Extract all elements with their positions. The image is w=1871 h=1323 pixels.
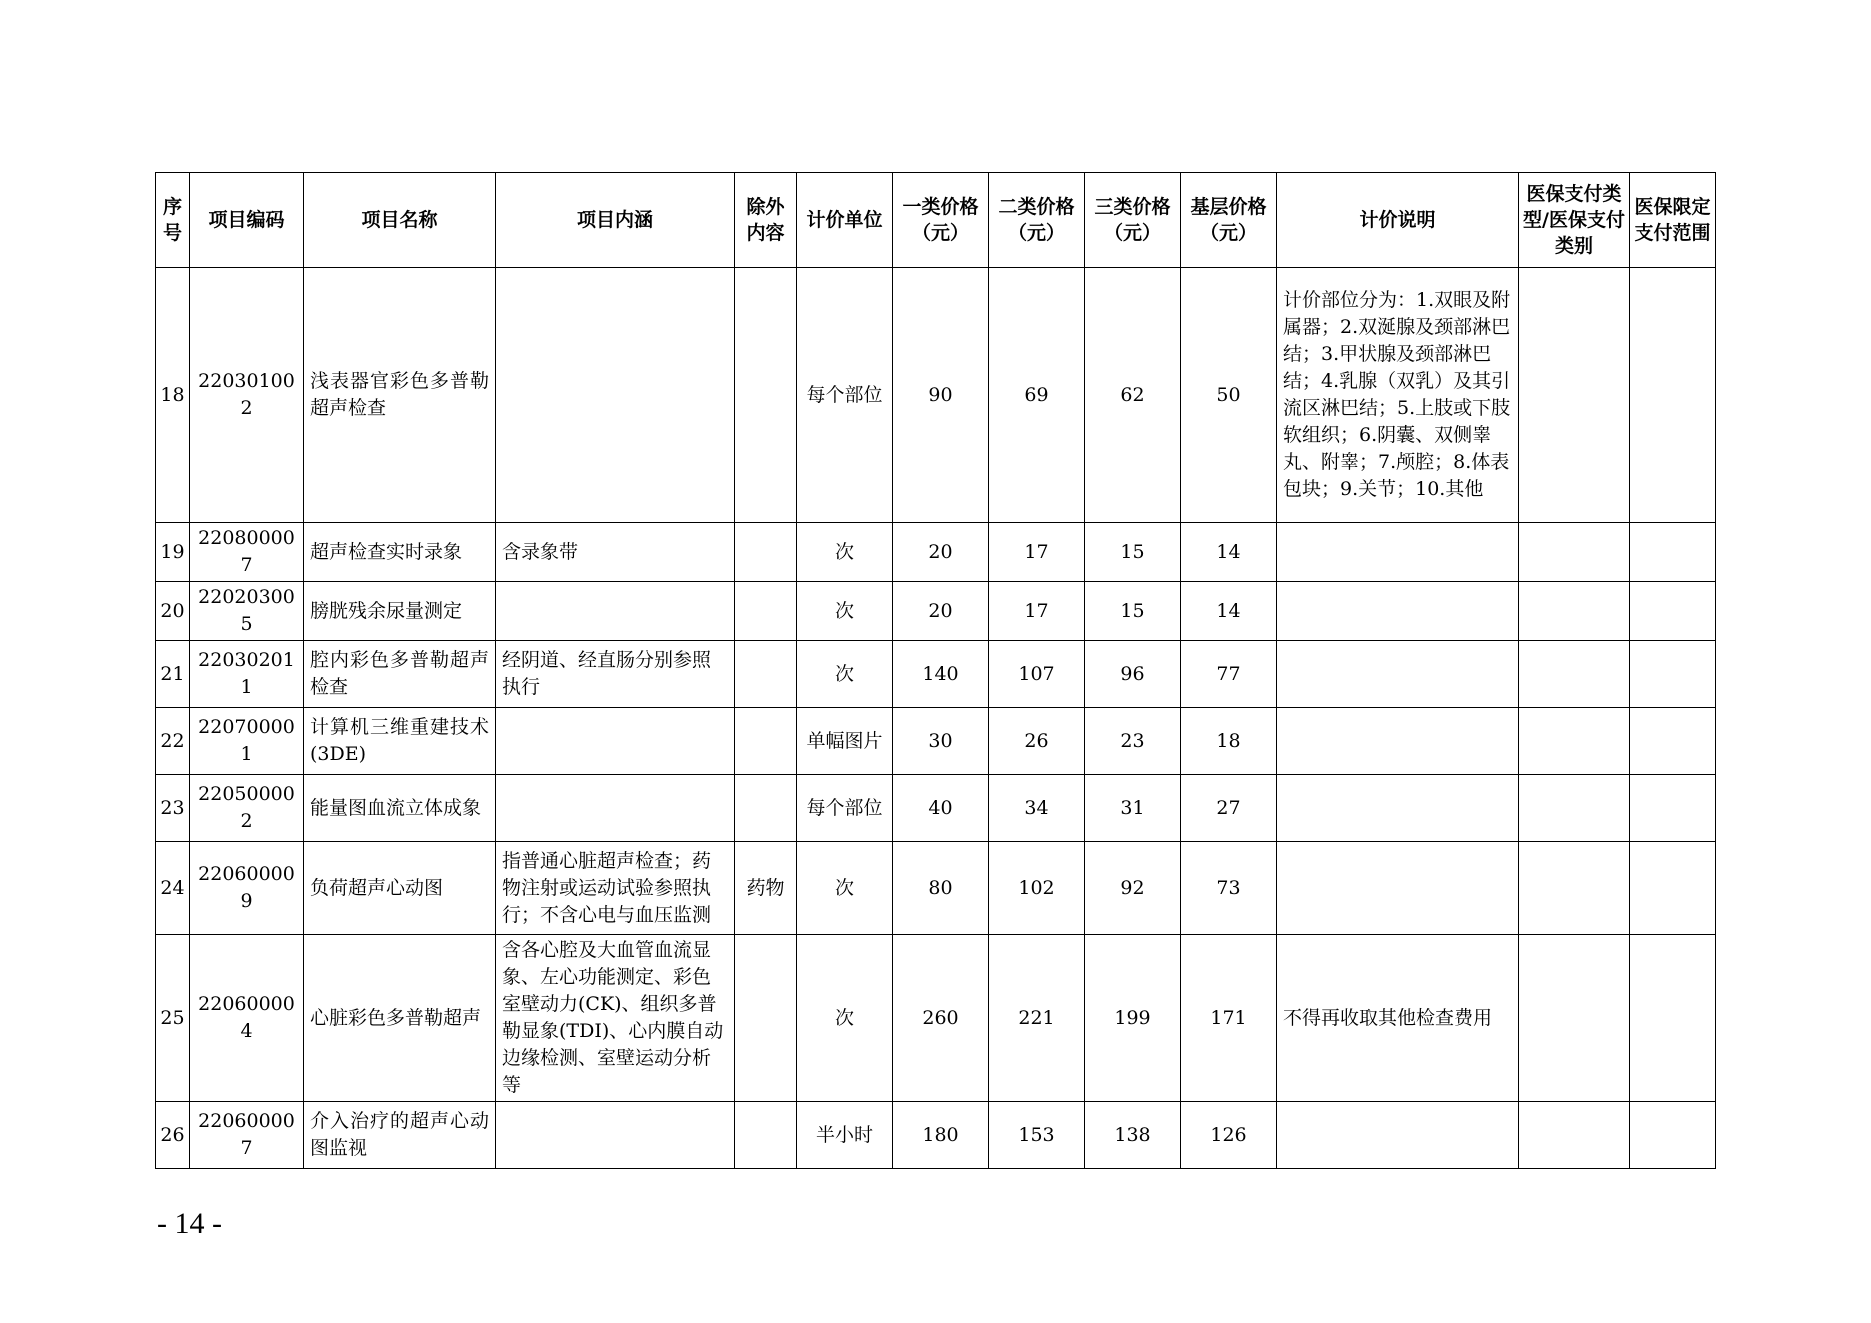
cell-content [496,582,735,641]
header-price-base: 基层价格（元） [1181,173,1277,268]
cell-unit: 每个部位 [797,268,893,523]
cell-exclude [735,1102,797,1169]
cell-no: 24 [156,842,190,935]
cell-exclude [735,641,797,708]
cell-insurance-type [1519,775,1630,842]
table-row [156,842,1716,935]
cell-price1: 260 [893,935,989,1102]
cell-insurance-scope [1630,775,1716,842]
cell-insurance-type [1519,842,1630,935]
cell-price2: 153 [989,1102,1085,1169]
header-price3: 三类价格（元） [1085,173,1181,268]
price-table [155,172,1716,1169]
header-content: 项目内涵 [496,173,735,268]
cell-price3: 31 [1085,775,1181,842]
header-unit: 计价单位 [797,173,893,268]
cell-unit: 次 [797,641,893,708]
cell-insurance-scope [1630,842,1716,935]
cell-code: 220500002 [190,775,304,842]
cell-note [1277,582,1519,641]
table-row [156,708,1716,775]
table-row [156,775,1716,842]
table-row [156,268,1716,523]
cell-note [1277,523,1519,582]
page-number: - 14 - [157,1207,222,1240]
cell-price3: 15 [1085,582,1181,641]
header-insurance-type: 医保支付类型/医保支付类别 [1519,173,1630,268]
cell-content [496,1102,735,1169]
cell-content [496,708,735,775]
cell-code: 220600007 [190,1102,304,1169]
cell-unit: 半小时 [797,1102,893,1169]
cell-price3: 96 [1085,641,1181,708]
table-row [156,935,1716,1102]
cell-price3: 23 [1085,708,1181,775]
header-name: 项目名称 [304,173,496,268]
cell-exclude [735,523,797,582]
cell-price2: 17 [989,523,1085,582]
table-row [156,582,1716,641]
cell-name: 腔内彩色多普勒超声检查 [304,641,496,708]
table-body [156,268,1716,1169]
cell-no: 23 [156,775,190,842]
table-row [156,641,1716,708]
header-no: 序号 [156,173,190,268]
cell-code: 220600004 [190,935,304,1102]
header-exclude: 除外内容 [735,173,797,268]
cell-price-base: 14 [1181,523,1277,582]
cell-price2: 102 [989,842,1085,935]
cell-insurance-type [1519,708,1630,775]
cell-code: 220600009 [190,842,304,935]
cell-note [1277,641,1519,708]
cell-insurance-type [1519,935,1630,1102]
cell-price3: 138 [1085,1102,1181,1169]
cell-price3: 15 [1085,523,1181,582]
cell-note: 不得再收取其他检查费用 [1277,935,1519,1102]
cell-name: 浅表器官彩色多普勒超声检查 [304,268,496,523]
cell-price-base: 126 [1181,1102,1277,1169]
cell-insurance-type [1519,268,1630,523]
cell-insurance-scope [1630,1102,1716,1169]
cell-note [1277,842,1519,935]
cell-price-base: 18 [1181,708,1277,775]
cell-price-base: 14 [1181,582,1277,641]
cell-price3: 62 [1085,268,1181,523]
cell-name: 能量图血流立体成象 [304,775,496,842]
header-price2: 二类价格（元） [989,173,1085,268]
cell-unit: 每个部位 [797,775,893,842]
cell-price1: 140 [893,641,989,708]
cell-exclude [735,775,797,842]
cell-insurance-scope [1630,268,1716,523]
cell-insurance-scope [1630,708,1716,775]
cell-price1: 80 [893,842,989,935]
cell-price-base: 27 [1181,775,1277,842]
cell-content: 含各心腔及大血管血流显象、左心功能测定、彩色室壁动力(CK)、组织多普勒显象(TDI)、心内膜自动边缘检测、室壁运动分析等 [496,935,735,1102]
cell-code: 220800007 [190,523,304,582]
cell-price1: 180 [893,1102,989,1169]
cell-price1: 40 [893,775,989,842]
cell-price2: 26 [989,708,1085,775]
cell-insurance-type [1519,641,1630,708]
cell-name: 超声检查实时录象 [304,523,496,582]
cell-note [1277,775,1519,842]
cell-content [496,268,735,523]
cell-no: 26 [156,1102,190,1169]
cell-unit: 单幅图片 [797,708,893,775]
cell-unit: 次 [797,582,893,641]
cell-price-base: 171 [1181,935,1277,1102]
cell-no: 20 [156,582,190,641]
cell-price2: 107 [989,641,1085,708]
header-note: 计价说明 [1277,173,1519,268]
cell-name: 膀胱残余尿量测定 [304,582,496,641]
cell-price1: 20 [893,523,989,582]
cell-exclude [735,268,797,523]
cell-code: 220302011 [190,641,304,708]
cell-price1: 30 [893,708,989,775]
table-row [156,1102,1716,1169]
cell-content [496,775,735,842]
cell-price3: 92 [1085,842,1181,935]
cell-price-base: 77 [1181,641,1277,708]
table-row [156,523,1716,582]
cell-insurance-scope [1630,582,1716,641]
cell-price3: 199 [1085,935,1181,1102]
cell-exclude: 药物 [735,842,797,935]
cell-insurance-scope [1630,935,1716,1102]
cell-insurance-type [1519,1102,1630,1169]
cell-no: 21 [156,641,190,708]
cell-note [1277,708,1519,775]
cell-no: 22 [156,708,190,775]
header-row [156,173,1716,268]
cell-unit: 次 [797,935,893,1102]
cell-content: 经阴道、经直肠分别参照执行 [496,641,735,708]
cell-insurance-scope [1630,641,1716,708]
cell-name: 心脏彩色多普勒超声 [304,935,496,1102]
cell-price-base: 50 [1181,268,1277,523]
cell-price1: 90 [893,268,989,523]
cell-code: 220301002 [190,268,304,523]
cell-content: 指普通心脏超声检查；药物注射或运动试验参照执行；不含心电与血压监测 [496,842,735,935]
cell-no: 19 [156,523,190,582]
cell-price-base: 73 [1181,842,1277,935]
header-code: 项目编码 [190,173,304,268]
cell-exclude [735,582,797,641]
cell-price2: 221 [989,935,1085,1102]
cell-name: 计算机三维重建技术(3DE) [304,708,496,775]
cell-unit: 次 [797,523,893,582]
cell-note [1277,1102,1519,1169]
cell-note: 计价部位分为：1.双眼及附属器；2.双涎腺及颈部淋巴结；3.甲状腺及颈部淋巴结；4.乳腺（双乳）及其引流区淋巴结；5.上肢或下肢软组织；6.阴囊、双侧睾丸、附睾；7.颅腔；8.体表包块；9.关节；10.其他 [1277,268,1519,523]
cell-no: 25 [156,935,190,1102]
cell-exclude [735,708,797,775]
cell-insurance-type [1519,582,1630,641]
cell-unit: 次 [797,842,893,935]
cell-content: 含录象带 [496,523,735,582]
header-price1: 一类价格（元） [893,173,989,268]
cell-name: 负荷超声心动图 [304,842,496,935]
cell-price2: 69 [989,268,1085,523]
cell-name: 介入治疗的超声心动图监视 [304,1102,496,1169]
cell-price1: 20 [893,582,989,641]
cell-price2: 34 [989,775,1085,842]
cell-code: 220203005 [190,582,304,641]
cell-no: 18 [156,268,190,523]
header-insurance-scope: 医保限定支付范围 [1630,173,1716,268]
cell-code: 220700001 [190,708,304,775]
cell-insurance-type [1519,523,1630,582]
cell-price2: 17 [989,582,1085,641]
cell-exclude [735,935,797,1102]
cell-insurance-scope [1630,523,1716,582]
